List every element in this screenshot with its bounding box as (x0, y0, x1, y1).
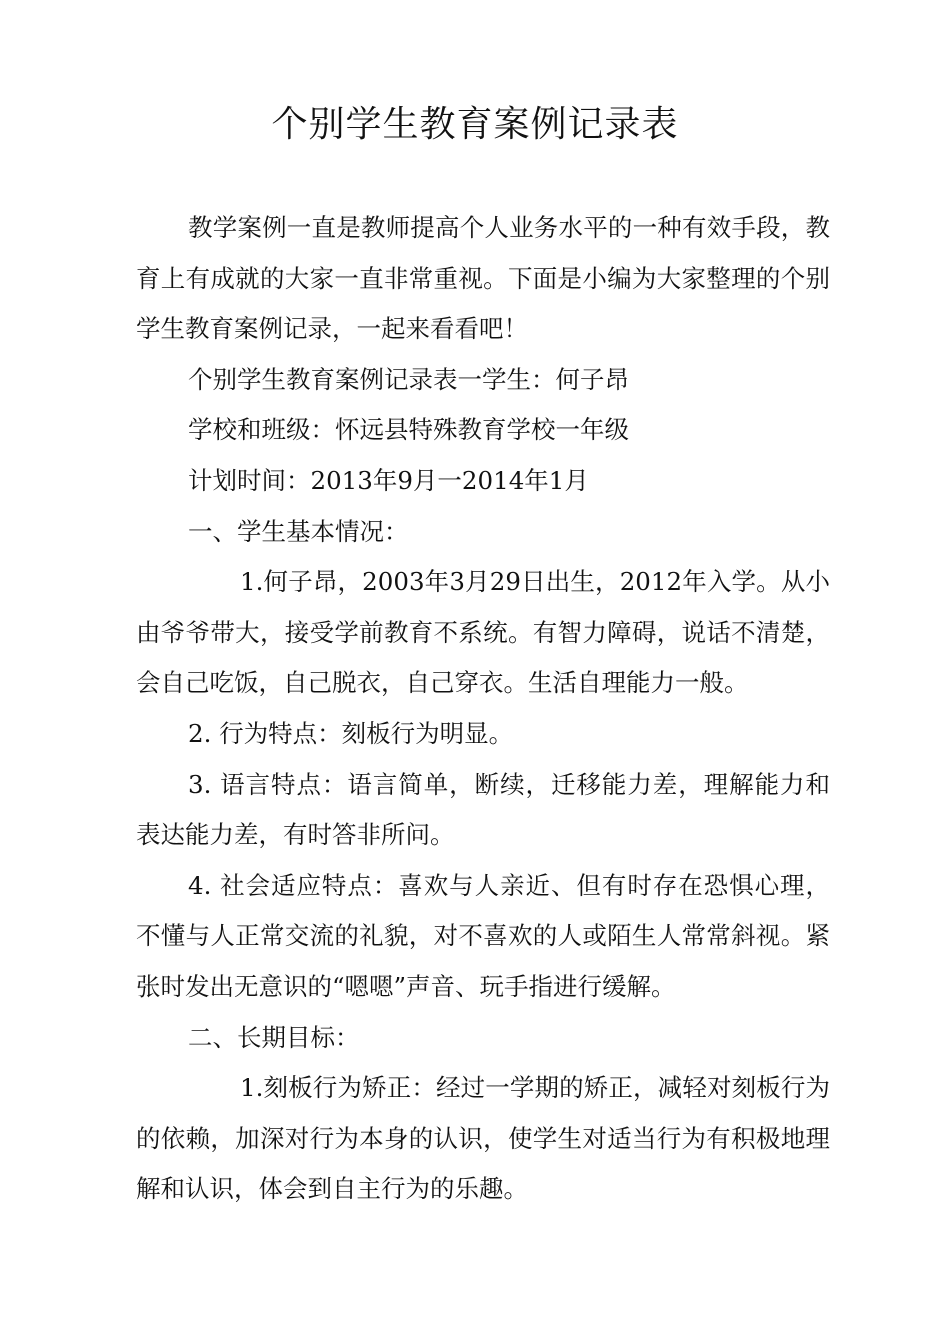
goal-1-number: 1. (240, 1073, 264, 1103)
item-2: 2. 行为特点：刻板行为明显。 (188, 718, 514, 748)
section1-heading: 一、学生基本情况： (188, 516, 409, 546)
item-1-number: 1. (240, 567, 264, 597)
school-line: 学校和班级：怀远县特殊教育学校一年级 (188, 415, 629, 445)
intro-paragraph: 教学案例一直是教师提高个人业务水平的一种有效手段，教育上有成就的大家一直非常重视。下面是小编为大家整理的个别学生教育案例记录，一起来看看吧！ (136, 213, 830, 344)
item-1-text: 何子昂，2003年3月29日出生，2012年入学。从小由爷爷带大，接受学前教育不系统。有智力障碍，说话不清楚，会自己吃饭，自己脱衣，自己穿衣。生活自理能力一般。 (136, 567, 830, 698)
document-body (136, 203, 830, 1215)
goal-1-text: 刻板行为矫正：经过一学期的矫正，减轻对刻板行为的依赖，加深对行为本身的认识，使学生对适当行为有积极地理解和认识，体会到自主行为的乐趣。 (136, 1073, 830, 1204)
item-1 (136, 557, 830, 709)
student-line: 个别学生教育案例记录表一学生：何子昂 (188, 364, 629, 394)
item-4: 4. 社会适应特点：喜欢与人亲近、但有时存在恐惧心理，不懂与人正常交流的礼貌，对不喜欢的人或陌生人常常斜视。紧张时发出无意识的“嗯嗯”声音、玩手指进行缓解。 (136, 870, 830, 1001)
item-3: 3. 语言特点：语言简单，断续，迁移能力差，理解能力和表达能力差，有时答非所问。 (136, 769, 830, 850)
goal-1 (136, 1063, 830, 1215)
time-line: 计划时间：2013年9月一2014年1月 (188, 465, 589, 495)
document-title: 个别学生教育案例记录表 (271, 104, 679, 145)
section2-heading: 二、长期目标： (188, 1022, 360, 1052)
